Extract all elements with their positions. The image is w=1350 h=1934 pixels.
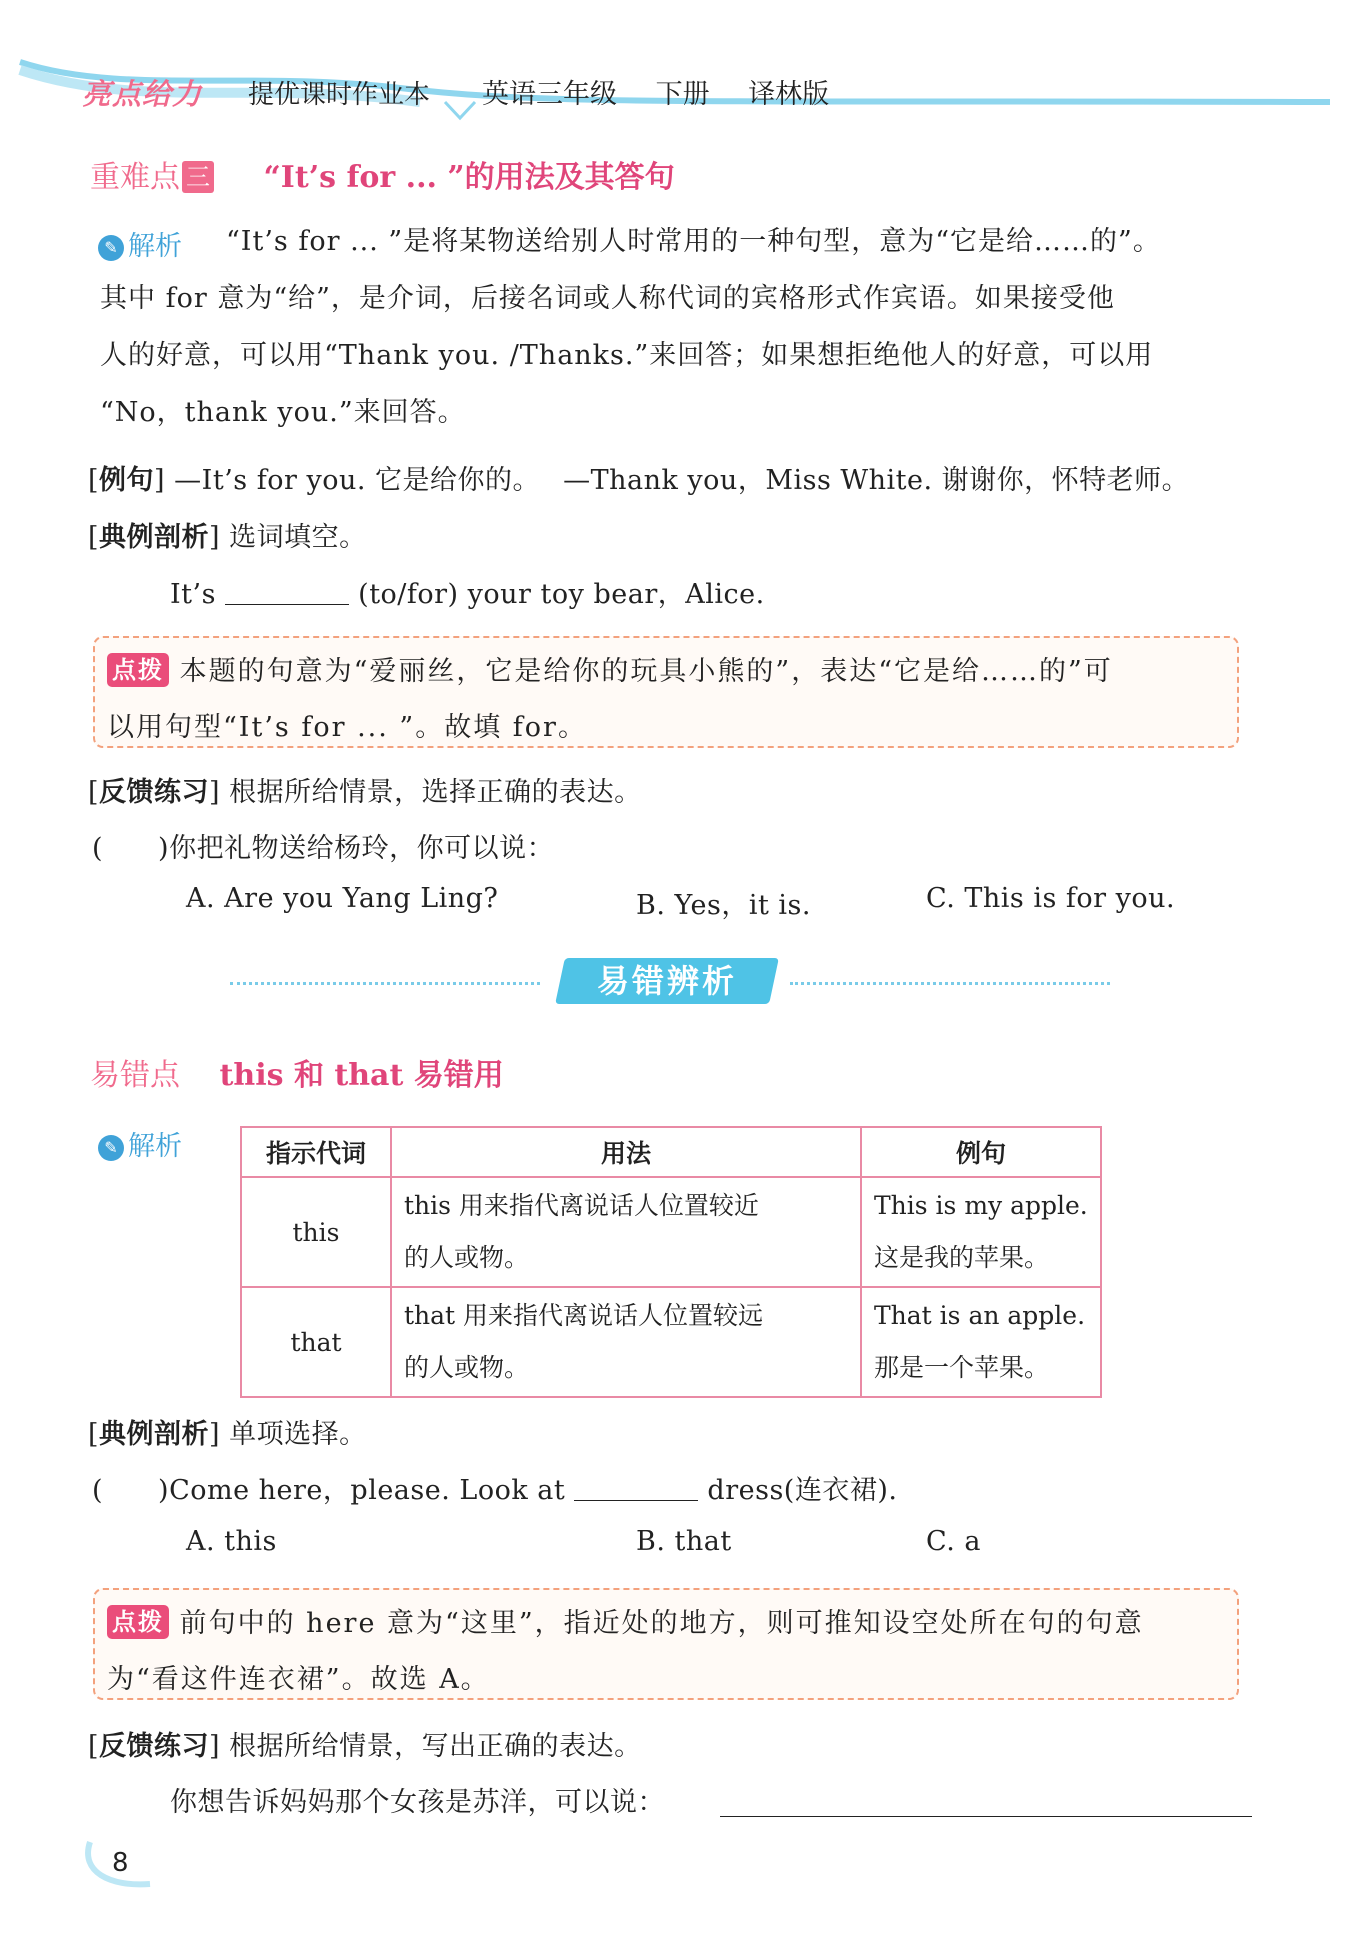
practice-instruction: 根据所给情景，选择正确的表达。 (229, 777, 642, 808)
banner-dots-left (230, 982, 540, 985)
answer-paren[interactable]: ( ) (92, 1475, 170, 1506)
table-cell-example (861, 1177, 1101, 1287)
table-header-row (241, 1127, 1101, 1177)
tip-label: 点拨 (107, 1605, 169, 1639)
tip-line: 本题的句意为“爱丽丝，它是给你的玩具小熊的”，表达“它是给……的”可 (179, 656, 1113, 687)
example-text: —It’s for you. 它是给你的。 —Thank you，Miss White. 谢谢你，怀特老师。 (174, 465, 1190, 496)
table-cell-word: this (241, 1177, 391, 1287)
header-book-info (482, 72, 859, 111)
analysis-line: 其中 for 意为“给”，是介词，后接名词或人称代词的宾格形式作宾语。如果接受他 (100, 283, 1115, 314)
banner-plate (555, 958, 779, 1004)
error-question (92, 1468, 897, 1507)
error-banner (230, 958, 1110, 1008)
error-analysis-tag (98, 1124, 182, 1163)
usage-line: this 用来指代离说话人位置较近 (404, 1191, 759, 1220)
table-cell-usage (391, 1177, 861, 1287)
banner-text: 易错辨析 (596, 962, 737, 1000)
example-row: [例句] —It’s for you. 它是给你的。 —Thank you，Miss White. 谢谢你，怀特老师。 (88, 465, 1190, 496)
page-number: 8 (112, 1848, 129, 1878)
usage-line: 的人或物。 (404, 1243, 530, 1272)
tip-box (93, 636, 1239, 748)
example-line: This is my apple. (874, 1191, 1088, 1220)
error-section-title (90, 1050, 504, 1094)
answer-blank[interactable] (574, 1478, 698, 1501)
key-icon: ✎ (98, 235, 124, 261)
table-cell-usage (391, 1287, 861, 1397)
answer-blank[interactable] (225, 582, 349, 605)
usage-line: that 用来指代离说话人位置较远 (404, 1301, 764, 1330)
answer-paren[interactable]: ( ) (92, 833, 170, 864)
case-instruction: 选词填空。 (229, 522, 367, 553)
answer-line[interactable] (720, 1816, 1252, 1817)
case-post-text: (to/for) your toy bear，Alice. (358, 579, 765, 610)
tip-label: 点拨 (107, 653, 169, 687)
analysis-line: “It’s for ... ”是将某物送给别人时常用的一种句型，意为“它是给……的”。 (226, 226, 1161, 257)
question-post: dress(连衣裙). (707, 1475, 898, 1506)
example-line: 那是一个苹果。 (874, 1353, 1050, 1382)
tip-line: 为“看这件连衣裙”。故选 A。 (107, 1664, 490, 1695)
analysis-paragraph (100, 213, 1250, 441)
example-label: 例句 (99, 465, 155, 496)
error-section-label: 易错点 (90, 1058, 180, 1093)
header-volume: 下册 (655, 79, 710, 110)
header-edition: 译林版 (748, 79, 830, 110)
usage-line: 的人或物。 (404, 1353, 530, 1382)
practice-label: 反馈练习 (99, 777, 210, 808)
case-pre-text: It’s (170, 579, 216, 610)
tip-text (107, 1596, 1225, 1708)
analysis-tag-label: 解析 (128, 231, 182, 262)
banner-dots-right (790, 982, 1110, 985)
option-a[interactable]: A. Are you Yang Ling? (186, 883, 499, 914)
error-analysis-tag-label: 解析 (128, 1131, 182, 1162)
analysis-line: “No，thank you.”来回答。 (100, 397, 466, 428)
option-a[interactable]: A. this (186, 1526, 277, 1557)
section-title (90, 152, 675, 196)
analysis-line: 人的好意，可以用“Thank you. /Thanks.”来回答；如果想拒绝他人的好意，可以用 (100, 340, 1154, 371)
section-topic: “It’s for ... ”的用法及其答句 (263, 160, 675, 195)
section-label: 重难点 (90, 160, 180, 195)
error-case-row: [典例剖析] 单项选择。 (88, 1419, 367, 1450)
practice-row: [反馈练习] 根据所给情景，选择正确的表达。 (88, 777, 642, 808)
example-line: That is an apple. (874, 1301, 1086, 1330)
error-practice-question: 你想告诉妈妈那个女孩是苏洋，可以说： (170, 1787, 665, 1818)
practice-question (92, 826, 554, 865)
tip-line: 以用句型“It’s for ... ”。故填 for。 (107, 712, 587, 743)
table-cell-example (861, 1287, 1101, 1397)
header-subtitle: 提优课时作业本 (248, 80, 431, 110)
option-c[interactable]: C. This is for you. (926, 883, 1176, 914)
case-question (170, 572, 765, 611)
case-row: [典例剖析] 选词填空。 (88, 522, 367, 553)
example-line: 这是我的苹果。 (874, 1243, 1050, 1272)
error-practice-instruction: 根据所给情景，写出正确的表达。 (229, 1731, 642, 1762)
error-case-label: 典例剖析 (99, 1419, 210, 1450)
tip-text (107, 644, 1225, 756)
question-text: 你把礼物送给杨玲，你可以说： (169, 833, 555, 864)
option-c[interactable]: C. a (926, 1526, 981, 1557)
tip-box (93, 1588, 1239, 1700)
table-row (241, 1287, 1101, 1397)
header-brand: 亮点给力 (82, 77, 203, 111)
tip-line: 前句中的 here 意为“这里”，指近处的地方，则可推知设空处所在句的句意 (179, 1608, 1144, 1639)
key-icon: ✎ (98, 1135, 124, 1161)
table-row (241, 1177, 1101, 1287)
table-header: 例句 (861, 1127, 1101, 1177)
option-b[interactable]: B. that (636, 1526, 732, 1557)
case-label: 典例剖析 (99, 522, 210, 553)
table-header: 用法 (391, 1127, 861, 1177)
comparison-table (240, 1126, 1102, 1398)
error-practice-label: 反馈练习 (99, 1731, 210, 1762)
section-number-badge: 三 (182, 161, 214, 193)
option-b[interactable]: B. Yes，it is. (636, 890, 811, 921)
header-grade: 英语三年级 (482, 79, 617, 110)
error-case-instruction: 单项选择。 (229, 1419, 367, 1450)
table-cell-word: that (241, 1287, 391, 1397)
error-section-topic: this 和 that 易错用 (219, 1058, 504, 1093)
table-header: 指示代词 (241, 1127, 391, 1177)
error-practice-row: [反馈练习] 根据所给情景，写出正确的表达。 (88, 1731, 642, 1762)
question-pre: Come here，please. Look at (169, 1475, 566, 1506)
